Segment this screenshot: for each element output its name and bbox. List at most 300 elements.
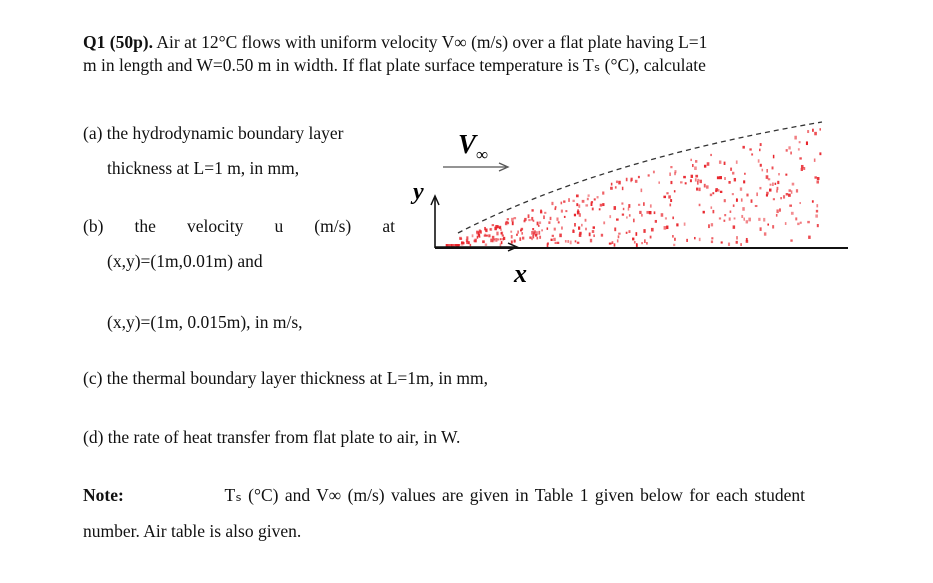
red-dot — [744, 173, 746, 175]
red-dot — [777, 187, 779, 190]
red-dot — [710, 194, 712, 197]
red-dot — [623, 208, 625, 210]
red-dot — [790, 239, 792, 241]
red-dot — [776, 190, 778, 193]
red-dot — [743, 218, 745, 221]
red-dot — [797, 223, 799, 225]
red-dot — [736, 241, 738, 244]
red-dot — [494, 227, 496, 230]
red-dot — [767, 224, 769, 226]
red-dot — [686, 239, 688, 242]
red-dot — [528, 219, 530, 221]
red-dot — [740, 243, 742, 246]
red-dot — [711, 206, 713, 208]
red-dot — [789, 205, 792, 207]
red-dot — [777, 181, 779, 184]
red-dot — [791, 212, 794, 215]
red-dot — [695, 160, 697, 163]
red-dot — [796, 189, 798, 192]
red-dot — [708, 224, 710, 228]
red-dot — [485, 228, 487, 231]
red-dot — [538, 231, 540, 235]
red-dot — [661, 213, 664, 217]
red-dot — [685, 182, 687, 184]
red-dot — [814, 176, 816, 178]
red-dot — [585, 204, 588, 206]
red-dot — [719, 217, 721, 219]
red-dot — [724, 177, 726, 180]
red-dot — [763, 218, 765, 222]
red-dot — [748, 218, 751, 222]
red-dot — [669, 204, 671, 207]
red-dot — [717, 176, 720, 179]
red-dot — [751, 199, 753, 202]
red-dot — [507, 218, 509, 220]
red-dot — [666, 192, 668, 194]
red-dot — [728, 181, 730, 184]
red-dot — [552, 235, 554, 237]
red-dot — [788, 194, 791, 197]
red-dot — [536, 237, 538, 240]
red-dot — [816, 180, 819, 183]
red-dot — [554, 228, 556, 231]
red-dot — [799, 141, 801, 143]
v-subscript: ∞ — [476, 145, 489, 164]
red-dot — [816, 210, 818, 213]
red-dot — [610, 187, 613, 190]
red-dot — [683, 176, 686, 178]
red-dot — [816, 204, 818, 207]
red-dot — [670, 181, 672, 184]
red-dot — [572, 200, 574, 202]
red-dot — [775, 183, 777, 185]
red-dot — [730, 211, 732, 213]
red-dot — [655, 220, 657, 223]
red-dot — [769, 189, 771, 192]
red-dot — [674, 170, 676, 173]
red-dot — [658, 181, 660, 183]
red-dot — [634, 241, 636, 244]
red-dot — [812, 129, 814, 132]
red-dot — [626, 178, 628, 181]
red-dot — [499, 226, 501, 228]
red-dot — [460, 238, 462, 240]
red-dot — [484, 235, 486, 237]
red-dot — [743, 180, 745, 183]
red-dot — [570, 241, 572, 245]
red-dot — [780, 197, 782, 199]
red-dot — [502, 238, 504, 240]
red-dots — [446, 128, 822, 247]
red-dot — [485, 243, 487, 245]
red-dot — [756, 192, 758, 196]
red-dot — [522, 237, 524, 240]
red-dot — [609, 215, 611, 218]
red-dot — [519, 237, 521, 241]
red-dot — [622, 187, 624, 190]
red-dot — [543, 215, 545, 219]
red-dot — [650, 236, 652, 239]
part-b-line-2: (x,y)=(1m,0.01m) and — [107, 251, 263, 271]
red-dot — [614, 227, 616, 231]
red-dot — [672, 217, 674, 220]
red-dot — [742, 207, 744, 211]
red-dot — [711, 240, 713, 243]
red-dot — [646, 211, 649, 214]
red-dot — [514, 240, 516, 242]
red-dot — [534, 230, 536, 233]
part-b-line-3: (x,y)=(1m, 0.015m), in m/s, — [107, 312, 303, 332]
red-dot — [768, 178, 770, 180]
question-label: Q1 (50p). — [83, 32, 153, 52]
red-dot — [773, 155, 775, 159]
red-dot — [798, 148, 800, 150]
red-dot — [628, 207, 630, 210]
red-dot — [700, 180, 702, 183]
red-dot — [541, 229, 543, 231]
red-dot — [724, 199, 726, 202]
red-dot — [641, 242, 643, 244]
red-dot — [651, 228, 654, 232]
red-dot — [638, 204, 640, 206]
word: u — [274, 216, 284, 236]
red-dot — [690, 159, 692, 161]
red-dot — [703, 211, 705, 214]
red-dot — [770, 184, 772, 186]
red-dot — [602, 191, 604, 194]
red-dot — [578, 204, 580, 207]
red-dot — [490, 239, 493, 243]
red-dot — [521, 228, 523, 231]
red-dot — [720, 191, 722, 193]
red-dot — [786, 193, 789, 195]
red-dot — [711, 223, 713, 226]
red-dot — [532, 235, 534, 239]
red-dot — [561, 226, 563, 229]
red-dot — [479, 236, 481, 238]
red-dot — [531, 231, 534, 235]
red-dot — [547, 243, 549, 247]
red-dot — [733, 204, 735, 206]
red-dot — [492, 236, 494, 239]
red-dot — [537, 222, 539, 226]
red-dot — [817, 224, 819, 227]
red-dot — [695, 175, 698, 178]
red-dot — [684, 223, 686, 226]
red-dot — [455, 244, 457, 246]
red-dot — [628, 230, 630, 233]
red-dot — [664, 226, 667, 230]
red-dot — [616, 218, 619, 220]
red-dot — [783, 195, 785, 198]
red-dot — [559, 234, 562, 238]
red-dot — [712, 210, 714, 213]
red-dot — [470, 244, 472, 246]
red-dot — [733, 225, 735, 228]
red-dot — [724, 162, 726, 165]
red-dot — [635, 232, 637, 236]
red-dot — [669, 172, 671, 175]
red-dot — [565, 210, 567, 212]
red-dot — [741, 215, 743, 218]
red-dot — [548, 221, 550, 224]
red-dot — [641, 189, 643, 193]
red-dot — [602, 203, 604, 206]
red-dot — [812, 200, 814, 202]
red-dot — [719, 160, 721, 163]
red-dot — [601, 234, 603, 237]
red-dot — [699, 204, 701, 206]
red-dot — [728, 243, 730, 246]
red-dot — [736, 199, 738, 202]
red-dot — [672, 235, 674, 238]
red-dot — [476, 231, 479, 235]
red-dot — [773, 198, 775, 200]
red-dot — [740, 187, 742, 190]
red-dot — [778, 173, 780, 175]
red-dot — [772, 166, 774, 169]
red-dot — [550, 217, 552, 220]
red-dot — [819, 152, 821, 155]
red-dot — [694, 166, 697, 170]
red-dot — [691, 175, 693, 178]
red-dot — [815, 214, 818, 217]
red-dot — [589, 233, 591, 237]
red-dot — [673, 244, 675, 246]
red-dot — [649, 211, 652, 214]
red-dot — [551, 202, 553, 205]
red-dot — [539, 236, 541, 239]
red-dot — [638, 176, 640, 178]
word: velocity — [186, 216, 244, 236]
red-dot — [707, 162, 710, 166]
red-dot — [614, 243, 616, 246]
red-dot — [633, 219, 635, 223]
red-dot — [766, 169, 768, 173]
red-dot — [806, 141, 808, 145]
red-dot — [776, 209, 778, 213]
red-dot — [618, 233, 620, 235]
red-dot — [791, 190, 793, 193]
red-dot — [500, 238, 502, 240]
red-dot — [792, 183, 795, 186]
red-dot — [801, 165, 804, 168]
red-dot — [493, 238, 496, 240]
red-dot — [712, 192, 714, 194]
red-dot — [626, 216, 628, 218]
red-dot — [814, 132, 817, 135]
red-dot — [554, 208, 556, 211]
x-label: x — [514, 259, 527, 288]
red-dot — [648, 174, 650, 176]
red-dot — [643, 202, 645, 206]
red-dot — [817, 177, 820, 180]
red-dot — [516, 234, 518, 236]
red-dot — [760, 143, 762, 146]
red-dot — [593, 226, 595, 228]
word: (m/s) — [314, 216, 352, 236]
red-dot — [736, 236, 738, 239]
red-dot — [561, 210, 563, 213]
red-dot — [711, 237, 713, 239]
red-dot — [632, 238, 634, 241]
red-dot — [575, 240, 577, 242]
red-dot — [592, 208, 594, 211]
red-dot — [724, 214, 726, 216]
red-dot — [576, 194, 579, 197]
red-dot — [759, 187, 761, 189]
red-dot — [758, 218, 760, 221]
red-dot — [579, 234, 582, 237]
red-dot — [807, 130, 809, 133]
red-dot — [718, 189, 720, 192]
note-text: Tₛ (°C) and V∞ (m/s) values are given in Table 1 given below for each student — [224, 485, 805, 505]
red-dot — [490, 228, 492, 231]
red-dot — [723, 220, 725, 222]
red-dot — [517, 231, 519, 234]
red-dot — [590, 239, 592, 243]
red-dot — [574, 223, 576, 227]
red-dot — [629, 214, 631, 216]
red-dot — [524, 218, 526, 221]
red-dot — [585, 228, 587, 231]
red-dot — [511, 235, 513, 238]
red-dot — [578, 226, 580, 229]
word: at — [382, 216, 395, 236]
red-dot — [704, 184, 706, 188]
red-dot — [789, 189, 791, 192]
red-dot — [553, 238, 556, 241]
red-dot — [788, 146, 790, 149]
red-dot — [719, 176, 722, 179]
red-dot — [492, 224, 494, 226]
red-dot — [576, 203, 578, 206]
red-dot — [618, 235, 620, 238]
red-dot — [653, 171, 655, 174]
red-dot — [698, 188, 700, 191]
red-dot — [692, 164, 694, 167]
red-dot — [505, 223, 507, 225]
red-dot — [466, 241, 468, 244]
red-dot — [536, 231, 538, 235]
red-dot — [746, 240, 749, 243]
red-dot — [501, 232, 503, 234]
red-dot — [474, 240, 477, 243]
red-dot — [639, 211, 641, 214]
part-c: (c) the thermal boundary layer thickness at L=1m, in mm, — [83, 368, 488, 388]
red-dot — [795, 217, 797, 220]
red-dot — [772, 225, 774, 228]
red-dot — [568, 198, 570, 202]
red-dot — [736, 160, 738, 163]
part-d: (d) the rate of heat transfer from flat plate to air, in W. — [83, 427, 461, 447]
red-dot — [801, 168, 803, 171]
red-dot — [593, 234, 595, 237]
red-dot — [612, 241, 614, 244]
red-dot — [496, 232, 498, 236]
red-dot — [643, 229, 645, 233]
red-dot — [721, 241, 723, 243]
red-dot — [544, 212, 546, 214]
red-dot — [746, 194, 748, 197]
red-dot — [556, 217, 558, 220]
red-dot — [785, 174, 787, 176]
red-dot — [617, 239, 619, 242]
red-dot — [472, 234, 474, 237]
red-dot — [807, 221, 810, 223]
red-dot — [572, 230, 574, 233]
red-dot — [644, 239, 646, 243]
red-dot — [497, 238, 499, 240]
red-dot — [760, 164, 762, 167]
red-dot — [751, 153, 753, 155]
red-dot — [581, 224, 583, 227]
red-dot — [641, 214, 643, 217]
red-dot — [626, 232, 628, 234]
red-dot — [758, 159, 760, 162]
red-dot — [557, 242, 559, 244]
red-dot — [594, 198, 596, 200]
red-dot — [734, 178, 736, 181]
red-dot — [555, 242, 557, 244]
red-dot — [480, 230, 482, 233]
red-dot — [532, 228, 534, 230]
red-dot — [710, 154, 712, 156]
question-line-2: m in length and W=0.50 m in width. If flat plate surface temperature is Tₛ (°C), calculate — [83, 55, 706, 75]
red-dot — [676, 223, 678, 226]
red-dot — [521, 232, 523, 235]
red-dot — [567, 240, 569, 243]
red-dot — [587, 198, 589, 200]
red-dot — [558, 221, 560, 223]
red-dot — [680, 181, 683, 183]
red-dot — [514, 217, 517, 219]
word: (b) — [83, 216, 104, 236]
red-dot — [786, 149, 788, 152]
red-dot — [779, 208, 781, 211]
red-dot — [579, 213, 581, 217]
red-dot — [790, 152, 792, 155]
red-dot — [706, 185, 709, 188]
red-dot — [766, 192, 768, 195]
red-dot — [615, 186, 617, 188]
red-dot — [635, 180, 638, 183]
note-line-2: number. Air table is also given. — [83, 521, 302, 541]
note-label: Note: — [83, 485, 124, 505]
red-dot — [547, 227, 549, 229]
red-dot — [563, 200, 565, 202]
red-dot — [749, 148, 751, 150]
red-dot — [477, 236, 479, 239]
red-dot — [646, 242, 648, 245]
red-dot — [551, 239, 553, 241]
red-dot — [533, 220, 535, 222]
red-dot — [609, 243, 612, 245]
red-dot — [591, 201, 593, 203]
red-dot — [759, 149, 761, 152]
red-dot — [732, 193, 734, 195]
red-dot — [599, 208, 601, 210]
red-dot — [616, 181, 618, 184]
question-text: Air at 12°C flows with uniform velocity V∞ (m/s) over a flat plate having L=1 — [156, 32, 708, 52]
red-dot — [574, 214, 576, 217]
red-dot — [539, 221, 541, 224]
part-a-line-2: thickness at L=1 m, in mm, — [107, 158, 300, 178]
red-dot — [772, 182, 774, 185]
red-dot — [564, 216, 566, 218]
red-dot — [697, 181, 699, 185]
red-dot — [631, 178, 633, 181]
